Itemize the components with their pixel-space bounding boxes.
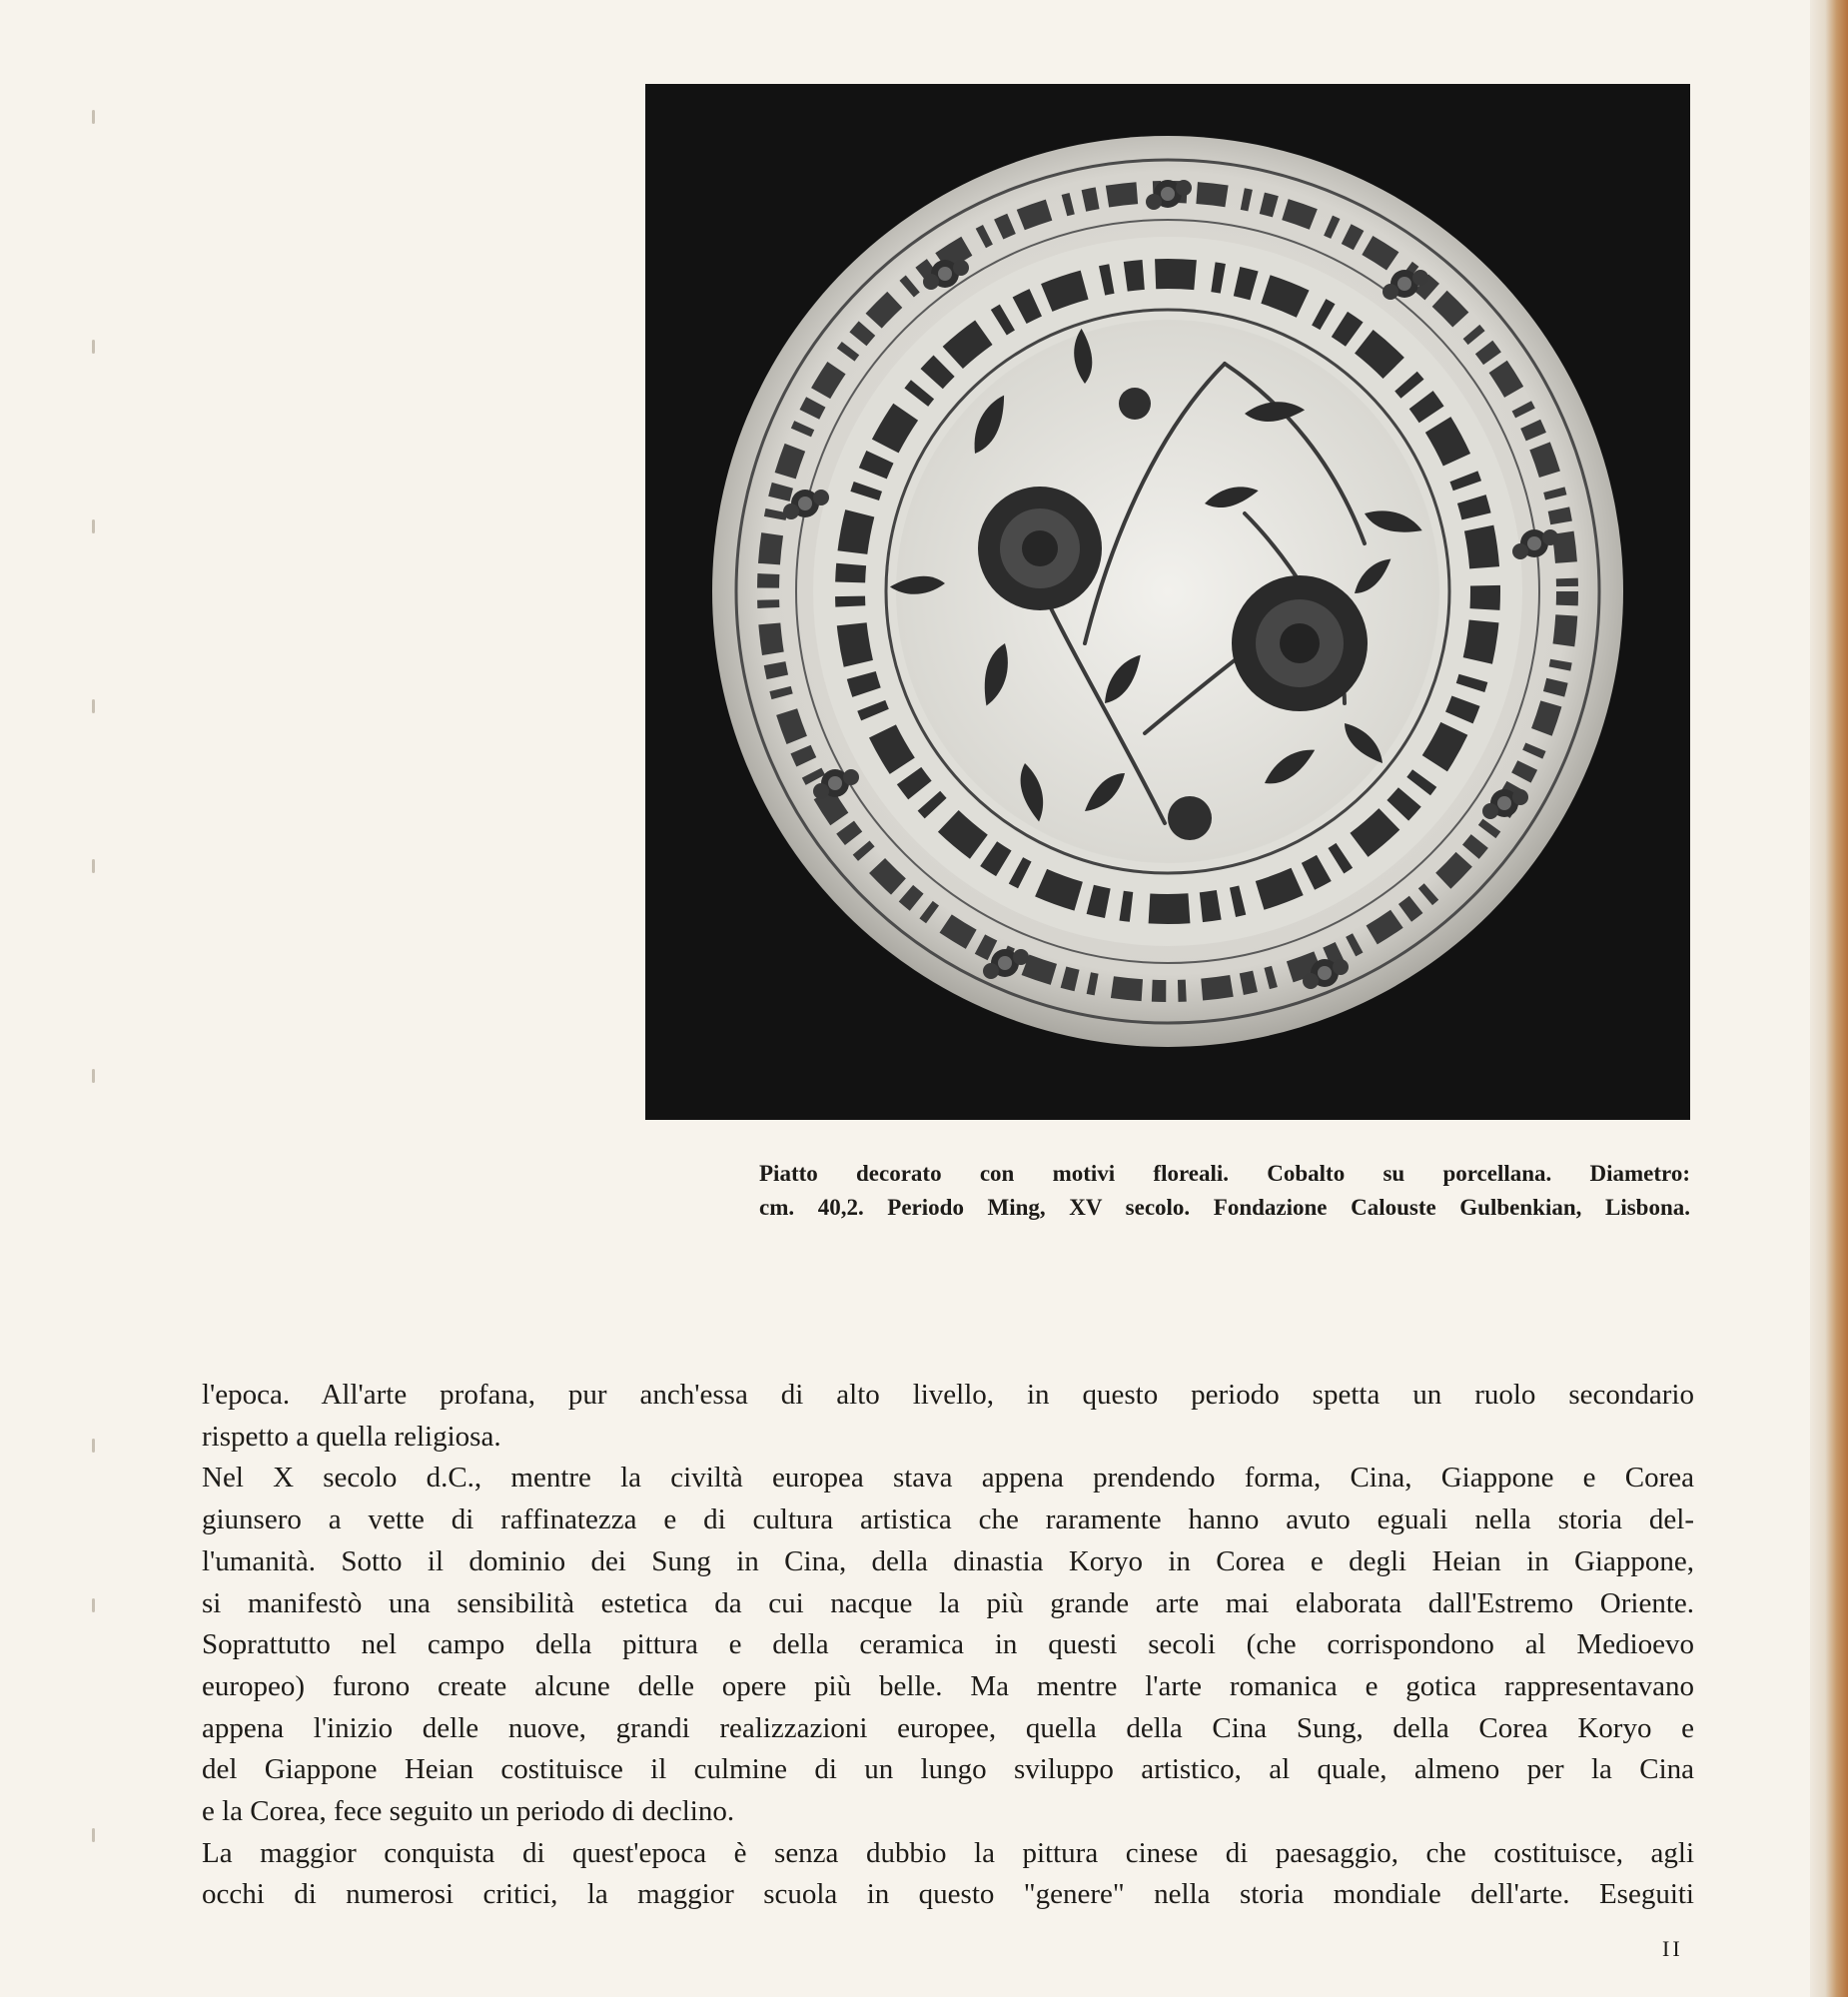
text-line: si manifestò una sensibilità estetica da cui nacque la più grande arte mai elaborata dall'Estremo Oriente. (202, 1586, 1694, 1619)
caption-line: cm. 40,2. Periodo Ming, XV secolo. Fondazione Calouste Gulbenkian, Lisbona. (759, 1195, 1690, 1220)
text-line: appena l'inizio delle nuove, grandi realizzazioni europee, quella della Cina Sung, della Corea Koryo e (202, 1711, 1694, 1744)
text-line: e la Corea, fece seguito un periodo di declino. (202, 1795, 735, 1828)
text-line: Soprattutto nel campo della pittura e della ceramica in questi secoli (che corrispondono al Medioevo (202, 1628, 1694, 1661)
text-line: del Giappone Heian costituisce il culmine di un lungo sviluppo artistico, al quale, almeno per la Cina (202, 1753, 1694, 1786)
page-edge (1810, 0, 1848, 1997)
text-line: giunsero a vette di raffinatezza e di cultura artistica che raramente hanno avuto eguali nella storia del- (202, 1503, 1694, 1536)
plate-photograph (645, 84, 1690, 1120)
text-line: rispetto a quella religiosa. (202, 1420, 501, 1453)
caption-line: Piatto decorato con motivi floreali. Cobalto su porcellana. Diametro: (759, 1161, 1690, 1186)
text-line: europeo) furono create alcune delle opere più belle. Ma mentre l'arte romanica e gotica rappresentavano (202, 1669, 1694, 1702)
peony-flower-left (978, 487, 1102, 610)
text-line: occhi di numerosi critici, la maggior scuola in questo "genere" nella storia mondiale dell'arte. Eseguiti (202, 1878, 1694, 1911)
plate-illustration (645, 84, 1690, 1120)
peony-flower-right (1232, 575, 1368, 711)
binding-marks (92, 0, 100, 1997)
text-line: l'umanità. Sotto il dominio dei Sung in Cina, della dinastia Koryo in Corea e degli Heian in Giappone, (202, 1544, 1694, 1577)
text-line: La maggior conquista di quest'epoca è senza dubbio la pittura cinese di paesaggio, che costituisce, agli (202, 1836, 1694, 1869)
photo-caption (759, 1157, 1690, 1225)
text-line: Nel X secolo d.C., mentre la civiltà europea stava appena prendendo forma, Cina, Giappone e Corea (202, 1462, 1694, 1495)
text-line: l'epoca. All'arte profana, pur anch'essa di alto livello, in questo periodo spetta un ruolo secondario (202, 1379, 1694, 1411)
page-number: II (1662, 1936, 1683, 1961)
body-text (202, 1375, 1694, 1916)
